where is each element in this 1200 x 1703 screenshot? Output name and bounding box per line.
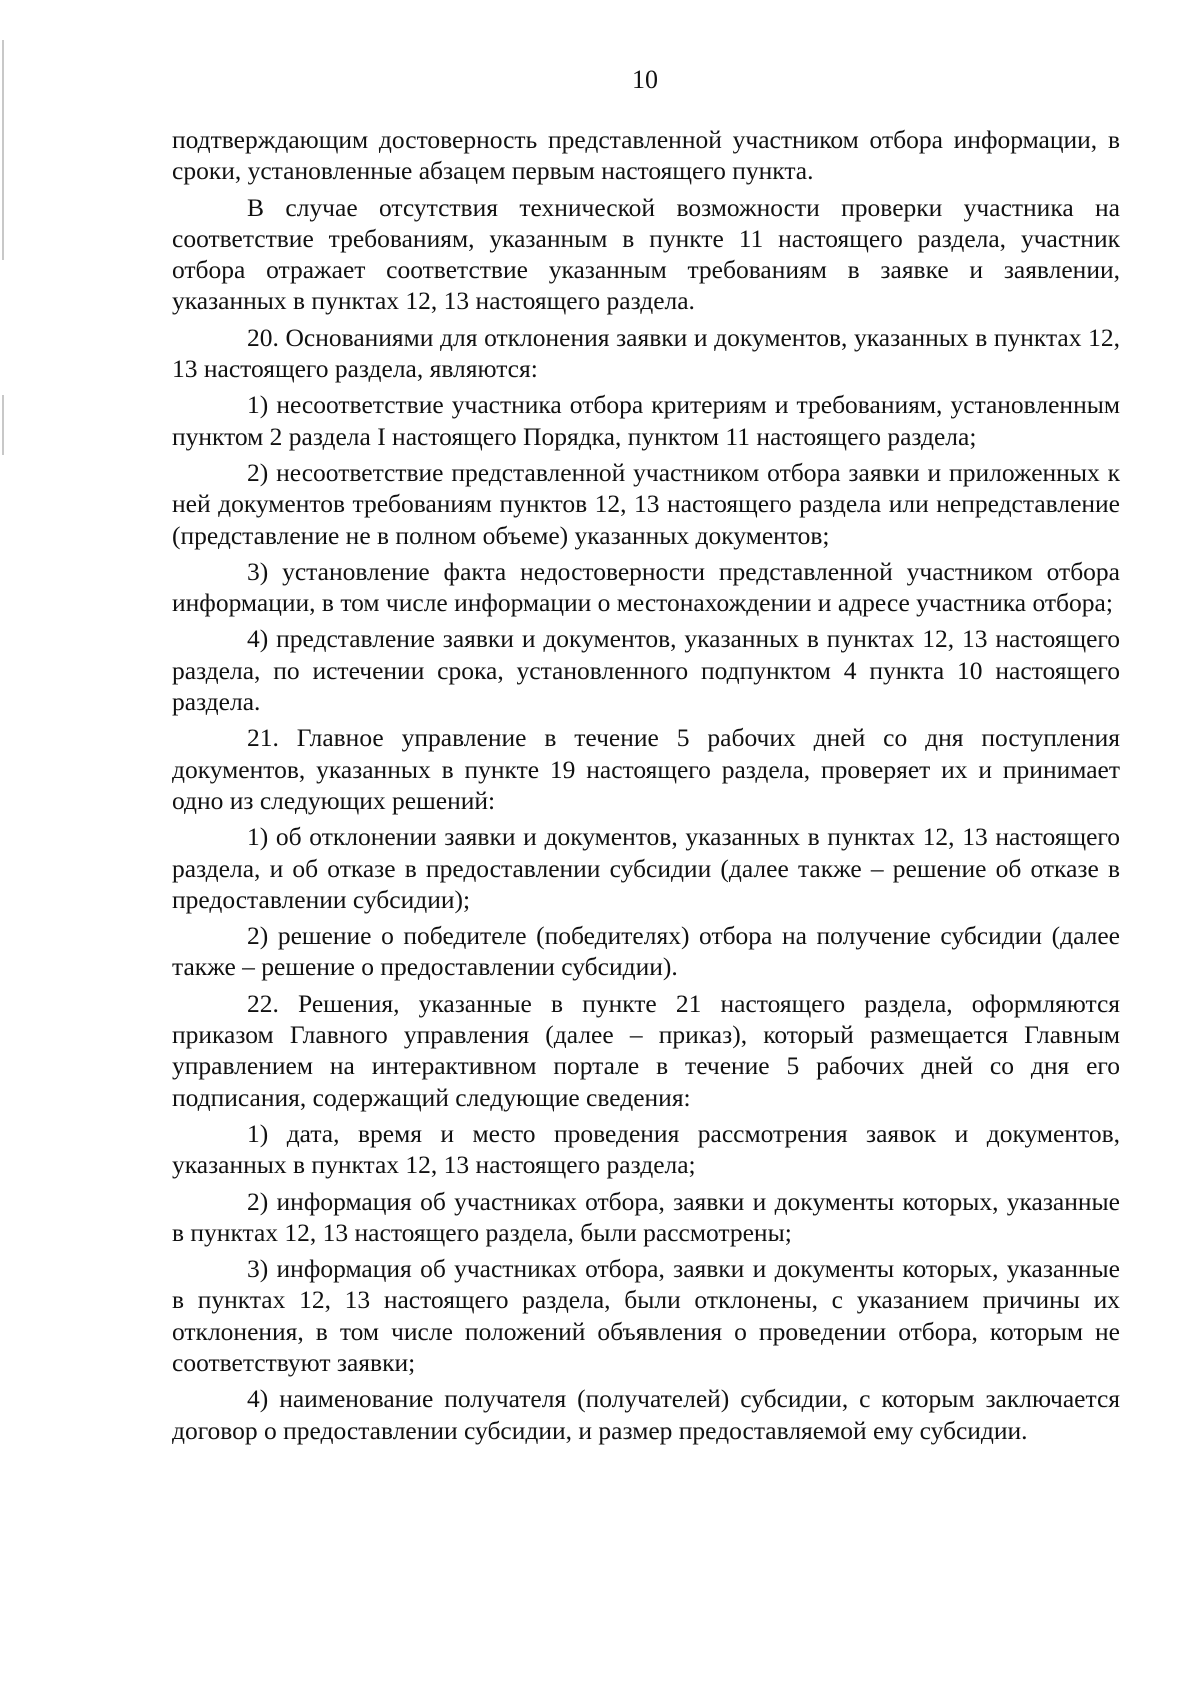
list-item: 3) установление факта недостоверности представленной участником отбора информации, в том числе информации о местонахождении и адресе участника отбора; bbox=[172, 556, 1120, 618]
list-item: 2) решение о победителе (победителях) отбора на получение субсидии (далее также – решение о предоставлении субсидии). bbox=[172, 921, 1120, 982]
paragraph: 22. Решения, указанные в пункте 21 настоящего раздела, оформляются приказом Главного управления (далее – приказ), который размещается Главным управлением на интерактивном портале в течение 5 рабочих дней со дня его подписания, содержащий следующие сведения: bbox=[172, 988, 1120, 1112]
list-item: 3) информация об участниках отбора, заявки и документы которых, указанные в пунктах 12, 13 настоящего раздела, были отклонены, с указанием причины их отклонения, в том числе положений объявления о проведении отбора, которым не соответствуют заявки; bbox=[172, 1254, 1120, 1377]
document-body bbox=[172, 124, 1120, 1451]
list-item: 2) информация об участниках отбора, заявки и документы которых, указанные в пунктах 12, 13 настоящего раздела, были рассмотрены; bbox=[172, 1186, 1120, 1247]
paragraph: 20. Основаниями для отклонения заявки и документов, указанных в пунктах 12, 13 настоящего раздела, являются: bbox=[172, 322, 1120, 384]
list-item: 4) наименование получателя (получателей) субсидии, с которым заключается договор о предоставлении субсидии, и размер предоставляемой ему субсидии. bbox=[172, 1384, 1120, 1445]
scan-edge-mark bbox=[2, 395, 4, 455]
list-item: 1) несоответствие участника отбора критериям и требованиям, установленным пунктом 2 раздела I настоящего Порядка, пунктом 11 настоящего раздела; bbox=[172, 390, 1120, 451]
paragraph: подтверждающим достоверность представленной участником отбора информации, в сроки, установленные абзацем первым настоящего пункта. bbox=[172, 125, 1120, 186]
list-item: 1) дата, время и место проведения рассмотрения заявок и документов, указанных в пунктах 12, 13 настоящего раздела; bbox=[172, 1118, 1120, 1180]
paragraph: 21. Главное управление в течение 5 рабочих дней со дня поступления документов, указанных в пункте 19 настоящего раздела, проверяет их и принимает одно из следующих решений: bbox=[172, 723, 1120, 815]
list-item: 2) несоответствие представленной участником отбора заявки и приложенных к ней документов требованиям пунктов 12, 13 настоящего раздела или непредставление (представление не в полном объеме) указанных документов; bbox=[172, 457, 1120, 550]
list-item: 1) об отклонении заявки и документов, указанных в пунктах 12, 13 настоящего раздела, и об отказе в предоставлении субсидии (далее также – решение об отказе в предоставлении субсидии); bbox=[172, 822, 1120, 914]
paragraph: В случае отсутствия технической возможности проверки участника на соответствие требованиям, указанным в пункте 11 настоящего раздела, участник отбора отражает соответствие указанным требованиям в заявке и заявлении, указанных в пунктах 12, 13 настоящего раздела. bbox=[172, 192, 1120, 316]
page-number: 10 bbox=[632, 65, 658, 94]
list-item: 4) представление заявки и документов, указанных в пунктах 12, 13 настоящего раздела, по истечении срока, установленного подпунктом 4 пункта 10 настоящего раздела. bbox=[172, 624, 1120, 717]
